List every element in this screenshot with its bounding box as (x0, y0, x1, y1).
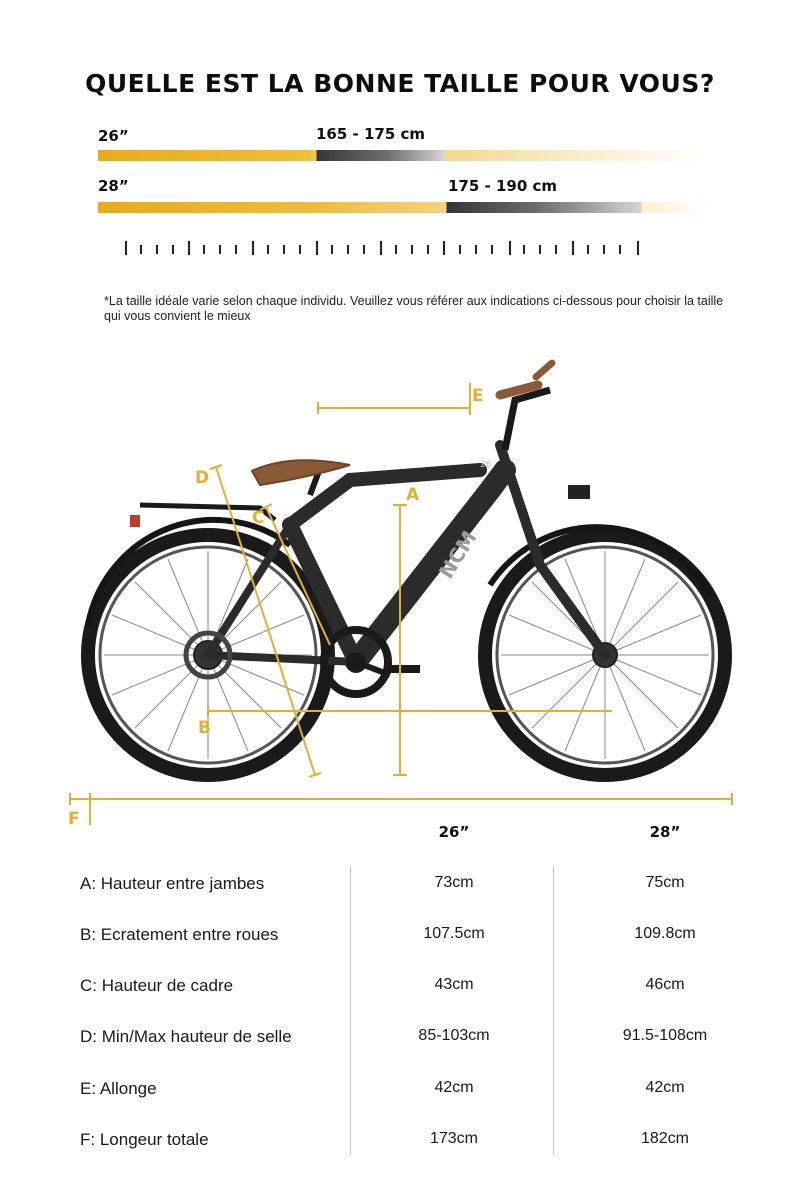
spec-row-e (0, 1079, 800, 1109)
height-ruler (124, 238, 644, 258)
marker-f: F (68, 809, 80, 829)
spec-row-f (0, 1130, 800, 1160)
marker-c: C (252, 508, 265, 528)
spec-row-c (0, 976, 800, 1006)
spec-label: A: Hauteur entre jambes (80, 874, 265, 893)
spec-label: F: Longeur totale (80, 1130, 209, 1149)
size-bar-26 (98, 150, 702, 161)
spec-value-28: 75cm (645, 874, 685, 891)
range-label-26: 165 - 175 cm (316, 125, 426, 143)
spec-label: D: Min/Max hauteur de selle (80, 1027, 292, 1046)
column-header-28: 28” (649, 823, 681, 841)
spec-label: B: Ecratement entre roues (80, 925, 279, 944)
spec-value-26: 107.5cm (423, 925, 485, 942)
spec-value-26: 85-103cm (418, 1027, 490, 1044)
marker-e: E (472, 386, 484, 406)
frame-brand: NCM (433, 526, 482, 583)
size-bar-28 (98, 202, 708, 213)
spec-row-b (0, 925, 800, 955)
marker-d: D (195, 468, 210, 488)
spec-value-26: 43cm (434, 976, 474, 993)
marker-a: A (406, 485, 420, 505)
column-divider (553, 865, 554, 1155)
spec-value-28: 91.5-108cm (622, 1027, 708, 1044)
size-label-28: 28” (98, 177, 129, 195)
column-divider (350, 865, 351, 1155)
spec-value-26: 42cm (434, 1079, 474, 1096)
size-note: *La taille idéale varie selon chaque individu. Veuillez vous référer aux indications ci-dessous pour choisir la taille qui vous convient le mieux (104, 294, 724, 323)
range-label-28: 175 - 190 cm (448, 177, 558, 195)
spec-value-26: 73cm (434, 874, 474, 891)
spec-value-26: 173cm (429, 1130, 479, 1147)
spec-value-28: 109.8cm (634, 925, 696, 942)
spec-row-d (0, 1027, 800, 1057)
size-label-26: 26” (98, 127, 129, 145)
spec-row-a (0, 874, 800, 904)
spec-value-28: 46cm (645, 976, 685, 993)
bike-diagram (60, 355, 750, 830)
frame-size-mark: 26 (480, 460, 492, 470)
marker-b: B (198, 718, 211, 738)
spec-label: C: Hauteur de cadre (80, 976, 234, 995)
spec-label: E: Allonge (80, 1079, 157, 1098)
spec-value-28: 182cm (640, 1130, 690, 1147)
page-title: QUELLE EST LA BONNE TAILLE POUR VOUS? (85, 68, 715, 98)
column-header-26: 26” (438, 823, 470, 841)
spec-value-28: 42cm (645, 1079, 685, 1096)
